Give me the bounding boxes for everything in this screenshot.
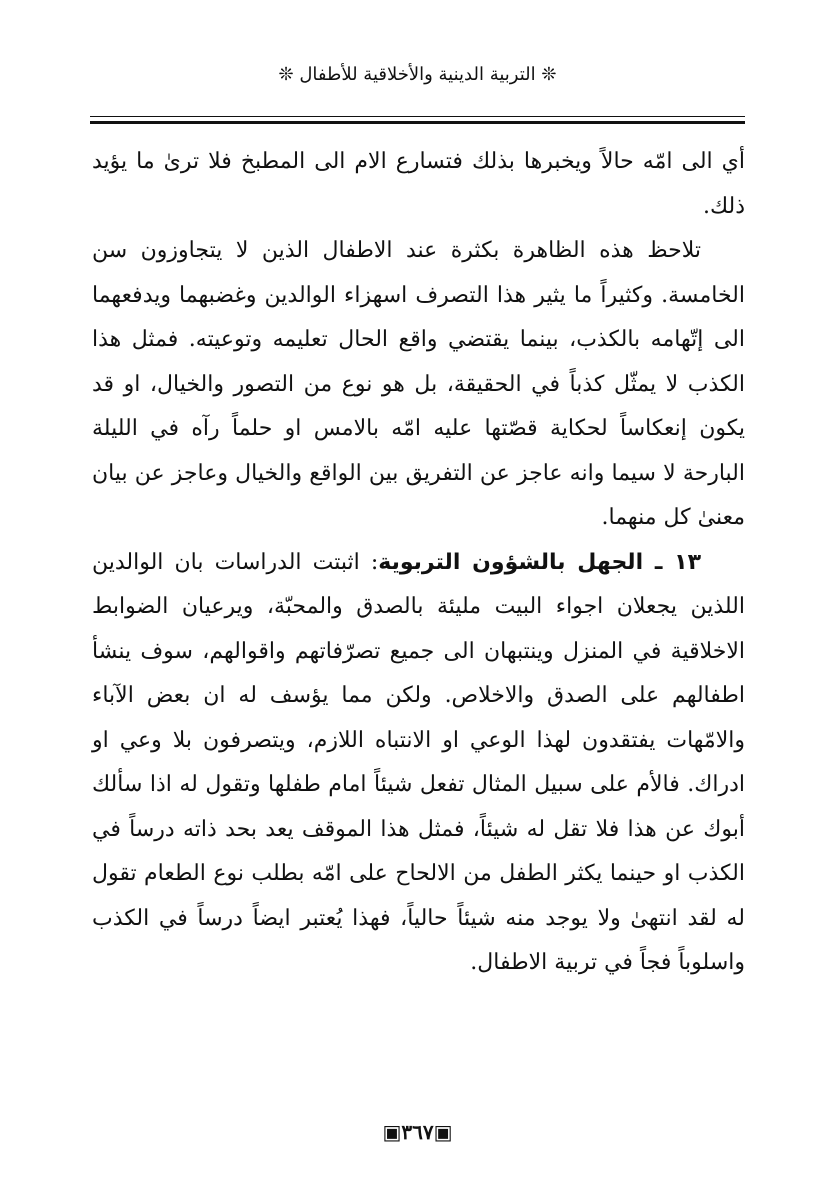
running-header: ❊ التربية الدينية والأخلاقية للأطفال ❊ [278, 64, 557, 85]
header-rule-thin [90, 116, 745, 117]
page-number: ▣٣٦٧▣ [382, 1120, 453, 1144]
paragraph-continuation: أي الى امّه حالاً ويخبرها بذلك فتسارع الام الى المطبخ فلا ترىٰ ما يؤيد ذلك. [92, 149, 745, 219]
section-term-13: ١٣ ـ الجهل بالشؤون التربوية [378, 549, 701, 575]
body-text [92, 140, 745, 986]
paragraph-ignorance-of-education [92, 541, 745, 986]
paragraph-imagination-lies: تلاحظ هذه الظاهرة بكثرة عند الاطفال الذين لا يتجاوزون سن الخامسة. وكثيراً ما يثير هذا التصرف اسهزاء الوالدين وغضبهما ويدفعهما الى إتّهامه بالكذب، بينما يقتضي واقع الحال تعليمه وتوعيته. فمثل هذا الكذب لا يمثّل كذباً في الحقيقة، بل هو نوع من التصور والخيال، او قد يكون إنعكاساً لحكاية قصّتها عليه امّه بالامس او حلماً رآه في الليلة البارحة لا سيما وانه عاجز عن التفريق بين الواقع والخيال وعاجز عن بيان معنىٰ كل منهما. [92, 238, 745, 530]
header-rule-thick [90, 121, 745, 124]
paragraph-13-text: : اثبتت الدراسات بان الوالدين اللذين يجعلان اجواء البيت مليئة بالصدق والمحبّة، ويرعيان الضوابط الاخلاقية في المنزل وينتبهان الى جميع تصرّفاتهم واقوالهم، سوف ينشأ اطفالهم على الصدق والاخلاص. ولكن مما يؤسف له ان بعض الآباء والامّهات يفتقدون لهذا الوعي او الانتباه اللازم، ويتصرفون بلا وعي او ادراك. فالأم على سبيل المثال تفعل شيئاً امام طفلها وتقول له اذا سألك أبوك عن هذا فلا تقل له شيئاً، فمثل هذا الموقف يعد بحد ذاته درساً في الكذب او حينما يكثر الطفل من الالحاح على امّه بطلب نوع الطعام تقول له لقد انتهىٰ ولا يوجد منه شيئاً حالياً، فهذا يُعتبر ايضاً درساً في الكذب واسلوباً فجاً في تربية الاطفال. [92, 549, 745, 975]
